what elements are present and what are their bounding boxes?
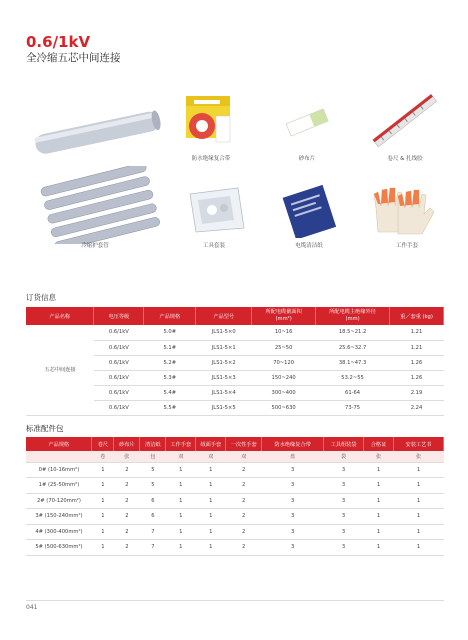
table-cell: 2 bbox=[226, 462, 262, 478]
product-name-cell: 五芯中间连接 bbox=[26, 325, 94, 415]
table-cell: 张 bbox=[393, 451, 443, 462]
table-cell: JLS1-5×3 bbox=[196, 370, 252, 385]
table-cell: 1 bbox=[196, 462, 226, 478]
tape-caption: 防水绝缘复合带 bbox=[191, 156, 231, 162]
table-cell: 张 bbox=[364, 451, 394, 462]
table-row bbox=[26, 462, 444, 478]
table-cell: 3 bbox=[324, 462, 364, 478]
table-cell: 1.26 bbox=[390, 370, 444, 385]
table-cell: 300~400 bbox=[252, 385, 316, 400]
table-cell: 5# (500-630mm²) bbox=[26, 540, 92, 556]
tool-caption: 工具套装 bbox=[202, 243, 225, 249]
table-cell: 1 bbox=[393, 493, 443, 509]
table-cell: 1 bbox=[393, 462, 443, 478]
table-cell: 3 bbox=[262, 509, 324, 525]
table-cell: 3 bbox=[324, 493, 364, 509]
table-cell: 1 bbox=[393, 478, 443, 494]
table-cell: 卷 bbox=[92, 451, 114, 462]
page-number: 041 bbox=[26, 604, 38, 611]
table-cell: 0.6/1kV bbox=[94, 355, 144, 370]
table-cell: 3 bbox=[262, 524, 324, 540]
table-cell: 70~120 bbox=[252, 355, 316, 370]
order-col-weight: 重／套重 (kg) bbox=[390, 307, 444, 325]
table-cell: JLS1-5×1 bbox=[196, 340, 252, 355]
table-cell: 18.5~21.2 bbox=[316, 325, 390, 340]
table-cell: 0.6/1kV bbox=[94, 400, 144, 415]
order-header-row bbox=[26, 307, 444, 325]
table-cell: 2 bbox=[226, 509, 262, 525]
table-cell: 61-64 bbox=[316, 385, 390, 400]
std-col-wipe: 砂布片 bbox=[114, 437, 140, 451]
table-row bbox=[26, 325, 444, 340]
table-cell: 1 bbox=[166, 493, 196, 509]
table-cell: 5.4# bbox=[144, 385, 196, 400]
table-cell: 1 bbox=[364, 478, 394, 494]
table-cell: 5.2# bbox=[144, 355, 196, 370]
tie-caption: 卷尺 & 扎线胶 bbox=[387, 156, 423, 162]
table-cell: 2 bbox=[114, 478, 140, 494]
table-cell: 1# (25-50mm²) bbox=[26, 478, 92, 494]
table-row bbox=[26, 478, 444, 494]
table-cell: 2 bbox=[114, 540, 140, 556]
table-cell: 双 bbox=[226, 451, 262, 462]
table-cell: 3 bbox=[324, 524, 364, 540]
table-cell: 3 bbox=[262, 462, 324, 478]
std-col-disposable-gloves: 一次性手套 bbox=[226, 437, 262, 451]
table-cell: 双 bbox=[196, 451, 226, 462]
table-cell: 6 bbox=[140, 509, 166, 525]
wipe-image bbox=[282, 106, 332, 138]
table-cell: JLS1-5×0 bbox=[196, 325, 252, 340]
table-cell: 3 bbox=[324, 478, 364, 494]
table-cell: 2 bbox=[114, 524, 140, 540]
table-cell: 7 bbox=[140, 524, 166, 540]
cleaner-paper-image bbox=[280, 184, 340, 238]
table-cell: 盘 bbox=[262, 451, 324, 462]
cleaner-caption: 电缆清洁纸 bbox=[295, 243, 323, 249]
table-cell: 3 bbox=[262, 478, 324, 494]
table-row bbox=[26, 540, 444, 556]
table-cell: 1.21 bbox=[390, 325, 444, 340]
table-cell: 1 bbox=[393, 509, 443, 525]
table-cell: 1 bbox=[364, 540, 394, 556]
table-cell: JLS1-5×4 bbox=[196, 385, 252, 400]
table-cell: 150~240 bbox=[252, 370, 316, 385]
tape-measure-image bbox=[366, 92, 444, 150]
order-section-title: 订货信息 bbox=[26, 293, 56, 302]
std-col-manual: 安装工艺书 bbox=[393, 437, 443, 451]
table-cell: 张 bbox=[114, 451, 140, 462]
order-col-name: 产品名称 bbox=[26, 307, 94, 325]
table-cell: 0# (10-16mm²) bbox=[26, 462, 92, 478]
table-cell: 3 bbox=[262, 540, 324, 556]
gloves-caption: 工作手套 bbox=[395, 243, 418, 249]
order-col-spec: 产品规格 bbox=[144, 307, 196, 325]
std-col-tape: 防水绝缘复合带 bbox=[262, 437, 324, 451]
table-cell: 1 bbox=[364, 462, 394, 478]
table-cell: 1 bbox=[92, 493, 114, 509]
table-cell: JLS1-5×2 bbox=[196, 355, 252, 370]
table-cell: 5.5# bbox=[144, 400, 196, 415]
table-cell: 3 bbox=[324, 509, 364, 525]
table-cell: 1 bbox=[393, 540, 443, 556]
footer-divider bbox=[26, 600, 444, 601]
table-cell: 1 bbox=[196, 493, 226, 509]
table-cell: 1 bbox=[364, 509, 394, 525]
table-cell: 1 bbox=[92, 478, 114, 494]
page-title: 0.6/1kV bbox=[26, 33, 91, 51]
table-cell: 1 bbox=[196, 478, 226, 494]
order-col-section: 所配电缆截面积 (mm²) bbox=[252, 307, 316, 325]
table-cell: 2 bbox=[226, 540, 262, 556]
standard-table bbox=[26, 437, 444, 556]
table-cell: 7 bbox=[140, 540, 166, 556]
table-cell: 5.0# bbox=[144, 325, 196, 340]
gloves-image bbox=[368, 178, 440, 240]
table-cell: 2 bbox=[226, 493, 262, 509]
order-col-diameter: 所配电缆主绝缘外径 (mm) bbox=[316, 307, 390, 325]
table-cell: 25.6~32.7 bbox=[316, 340, 390, 355]
std-col-work-gloves: 工作手套 bbox=[166, 437, 196, 451]
table-cell: 0.6/1kV bbox=[94, 325, 144, 340]
table-row bbox=[26, 493, 444, 509]
cold-shrink-tube-image bbox=[26, 106, 166, 156]
table-cell: 73-75 bbox=[316, 400, 390, 415]
table-cell: 包 bbox=[140, 451, 166, 462]
table-cell: 1 bbox=[196, 540, 226, 556]
table-cell: 500~630 bbox=[252, 400, 316, 415]
table-cell: 2 bbox=[114, 493, 140, 509]
table-cell: 1 bbox=[92, 509, 114, 525]
tubes-caption: 冷缩护套管 bbox=[81, 243, 109, 249]
table-cell: 2# (70-120mm²) bbox=[26, 493, 92, 509]
table-cell: 1 bbox=[166, 524, 196, 540]
table-cell: 2 bbox=[114, 462, 140, 478]
table-cell: 5 bbox=[140, 478, 166, 494]
units-row bbox=[26, 451, 444, 462]
table-cell: 1 bbox=[166, 540, 196, 556]
table-cell: 38.1~47.3 bbox=[316, 355, 390, 370]
std-col-spec: 产品规格 bbox=[26, 437, 92, 451]
std-col-tool-bag: 工具组装袋 bbox=[324, 437, 364, 451]
table-cell: 6 bbox=[140, 493, 166, 509]
table-cell: 双 bbox=[166, 451, 196, 462]
table-cell: 1 bbox=[166, 462, 196, 478]
order-table bbox=[26, 307, 444, 416]
table-cell: 1 bbox=[196, 524, 226, 540]
table-cell: 5.1# bbox=[144, 340, 196, 355]
table-cell: JLS1-5×5 bbox=[196, 400, 252, 415]
table-cell: 1 bbox=[92, 462, 114, 478]
table-cell: 5.3# bbox=[144, 370, 196, 385]
page-subtitle: 全冷缩五芯中间连接 bbox=[26, 52, 121, 64]
table-cell: 1.26 bbox=[390, 355, 444, 370]
table-cell: 0.6/1kV bbox=[94, 340, 144, 355]
std-col-tape-measure: 卷尺 bbox=[92, 437, 114, 451]
table-cell: 25~50 bbox=[252, 340, 316, 355]
table-cell: 1 bbox=[364, 493, 394, 509]
table-cell: 1 bbox=[166, 478, 196, 494]
table-cell: 3 bbox=[262, 493, 324, 509]
table-cell: 1.21 bbox=[390, 340, 444, 355]
table-cell bbox=[26, 451, 92, 462]
tool-kit-image bbox=[184, 184, 248, 236]
std-col-certificate: 合格证 bbox=[364, 437, 394, 451]
table-cell: 4# (300-400mm²) bbox=[26, 524, 92, 540]
table-cell: 1 bbox=[393, 524, 443, 540]
table-cell: 1 bbox=[364, 524, 394, 540]
table-cell: 0.6/1kV bbox=[94, 385, 144, 400]
table-cell: 3# (150-240mm²) bbox=[26, 509, 92, 525]
table-cell: 5 bbox=[140, 462, 166, 478]
table-row bbox=[26, 524, 444, 540]
table-cell: 1 bbox=[92, 540, 114, 556]
tape-package-image bbox=[180, 92, 240, 150]
std-col-cleaner: 清洁纸 bbox=[140, 437, 166, 451]
order-col-model: 产品型号 bbox=[196, 307, 252, 325]
table-cell: 1 bbox=[166, 509, 196, 525]
table-cell: 1 bbox=[196, 509, 226, 525]
tubes-image bbox=[36, 166, 166, 244]
std-col-velvet-gloves: 绒面手套 bbox=[196, 437, 226, 451]
standard-header-row bbox=[26, 437, 444, 451]
table-row bbox=[26, 509, 444, 525]
wipe-caption: 砂布片 bbox=[298, 156, 316, 162]
table-cell: 10~16 bbox=[252, 325, 316, 340]
table-cell: 2 bbox=[114, 509, 140, 525]
order-col-voltage: 电压等级 bbox=[94, 307, 144, 325]
table-cell: 1 bbox=[92, 524, 114, 540]
table-cell: 3 bbox=[324, 540, 364, 556]
table-cell: 2.19 bbox=[390, 385, 444, 400]
standard-section-title: 标准配件包 bbox=[26, 424, 64, 433]
table-cell: 53.2~55 bbox=[316, 370, 390, 385]
table-cell: 2 bbox=[226, 524, 262, 540]
table-cell: 2.24 bbox=[390, 400, 444, 415]
table-cell: 2 bbox=[226, 478, 262, 494]
table-cell: 0.6/1kV bbox=[94, 370, 144, 385]
table-cell: 袋 bbox=[324, 451, 364, 462]
